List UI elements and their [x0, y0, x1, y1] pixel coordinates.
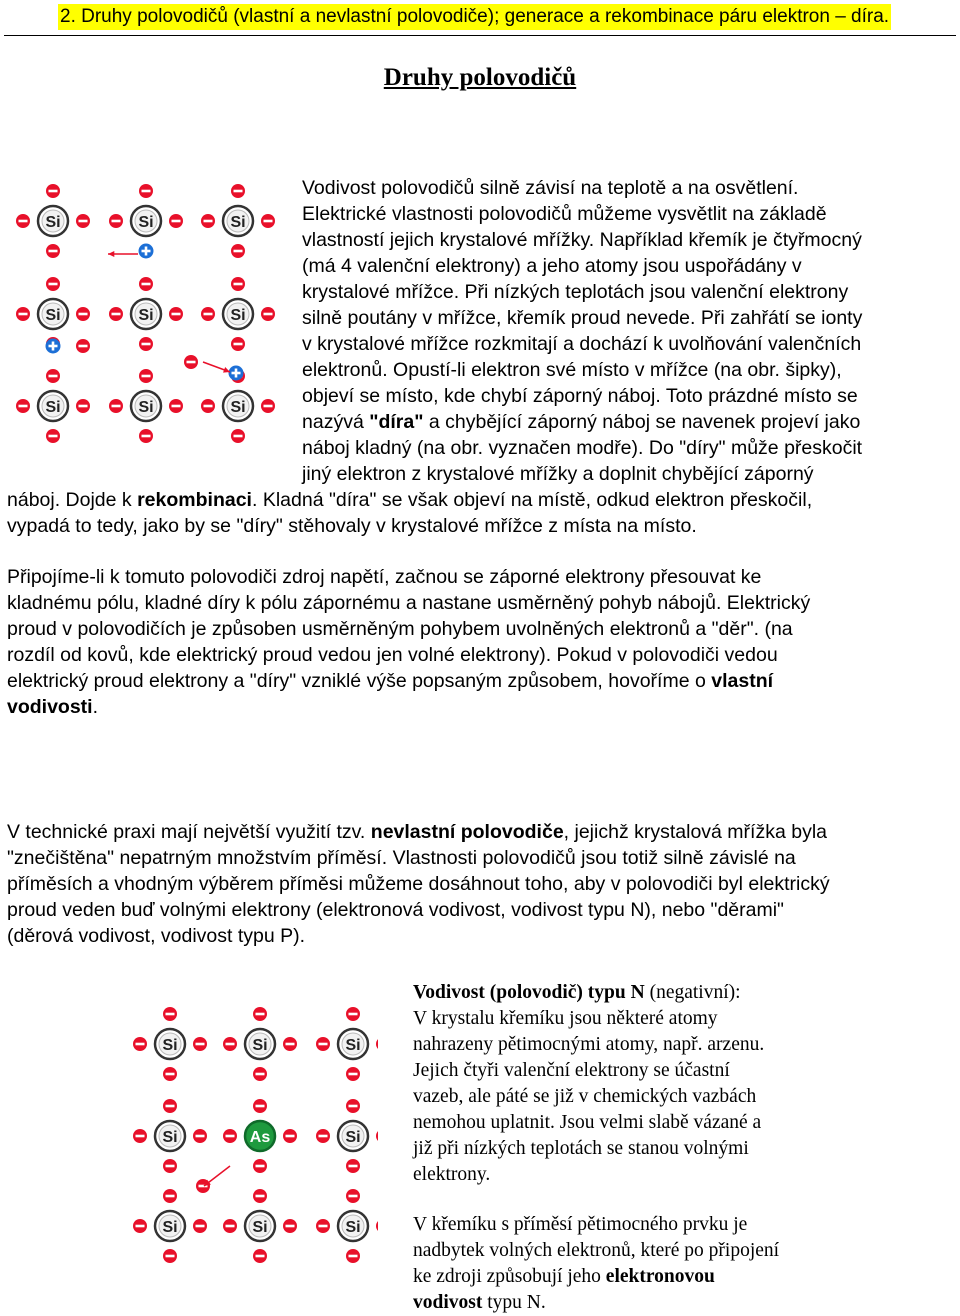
- electron-icon: [253, 1099, 267, 1113]
- electron-icon: [46, 184, 60, 198]
- silicon-atom: [245, 1211, 275, 1241]
- text-line: silně poutány v mřížce, křemík proud nevede. Při zahřátí se ionty: [302, 307, 863, 329]
- electron-icon: [193, 1037, 207, 1051]
- text-line: nadbytek volných elektronů, které po připojení: [413, 1240, 780, 1261]
- term-electron-conductivity: elektronovou: [605, 1266, 715, 1287]
- silicon-atom: [338, 1121, 368, 1151]
- text-line: (děrová vodivost, vodivost typu P).: [7, 925, 306, 947]
- text-line: Připojíme-li k tomuto polovodiči zdroj napětí, začnou se záporné elektrony přesouvat ke: [7, 566, 762, 588]
- silicon-atom: [223, 206, 253, 236]
- hole-icon: [139, 244, 154, 259]
- arsenic-atom: [245, 1121, 275, 1151]
- electron-icon: [76, 339, 90, 353]
- hole-icon: [229, 366, 244, 381]
- text-line: [413, 1264, 843, 1290]
- electron-icon: [253, 1159, 267, 1173]
- silicon-atom: [245, 1029, 275, 1059]
- electron-icon: [139, 277, 153, 291]
- electron-icon: [261, 307, 275, 321]
- lattice-atoms: [133, 1007, 378, 1263]
- electron-icon: [139, 429, 153, 443]
- electron-icon: [253, 1067, 267, 1081]
- svg-text:Si: Si: [162, 1129, 178, 1146]
- text-line: vlastností jejich krystalové mřížky. Například křemík je čtyřmocný: [302, 229, 862, 251]
- electron-icon: [316, 1219, 330, 1233]
- n-type-paragraph: [413, 980, 843, 1188]
- text-run: . Kladná "díra" se však objeví na místě, odkud elektron přeskočil,: [251, 489, 813, 511]
- conduction-paragraph: [7, 564, 957, 720]
- silicon-atom: [223, 299, 253, 329]
- silicon-atom: [38, 391, 68, 421]
- electron-icon: [109, 214, 123, 228]
- text-run: V technické praxi mají největší využití tzv.: [7, 821, 371, 843]
- svg-text:Si: Si: [230, 399, 246, 416]
- svg-text:Si: Si: [230, 307, 246, 324]
- svg-text:Si: Si: [252, 1037, 268, 1054]
- electron-icon: [223, 1129, 237, 1143]
- text-run: .: [92, 696, 99, 718]
- electron-icon: [169, 307, 183, 321]
- chapter-header: 2. Druhy polovodičů (vlastní a nevlastní polovodiče); generace a rekombinace páru elektron – díra.: [58, 4, 891, 30]
- electron-icon: [346, 1249, 360, 1263]
- text-line: [7, 668, 957, 694]
- svg-text:Si: Si: [345, 1219, 361, 1236]
- n-type-summary-paragraph: [413, 1212, 843, 1316]
- text-line: proud veden buď volnými elektrony (elektronová vodivost, vodivost typu N), nebo "děrami": [7, 899, 784, 921]
- silicon-atom: [155, 1211, 185, 1241]
- electron-icon: [46, 244, 60, 258]
- electron-icon: [231, 337, 245, 351]
- svg-text:Si: Si: [138, 399, 154, 416]
- silicon-atom: [38, 299, 68, 329]
- electron-icon: [163, 1007, 177, 1021]
- electron-icon: [231, 429, 245, 443]
- electron-icon: [201, 214, 215, 228]
- lattice-atoms: [16, 184, 275, 443]
- term-intrinsic: vlastní: [711, 670, 774, 692]
- term-conductivity: vodivost: [413, 1292, 483, 1313]
- text-run: elektrický proud elektrony a "díry" vzniklé výše popsaným způsobem, hovoříme o: [7, 670, 712, 692]
- text-line: (má 4 valenční elektrony) a jeho atomy jsou uspořádány v: [302, 255, 802, 277]
- electron-icon: [193, 1219, 207, 1233]
- text-line: [413, 1290, 843, 1316]
- electron-icon: [169, 214, 183, 228]
- svg-text:Si: Si: [45, 307, 61, 324]
- electron-icon: [201, 307, 215, 321]
- electron-icon: [76, 307, 90, 321]
- silicon-atom: [131, 299, 161, 329]
- text-run: ke zdroji způsobují jeho: [413, 1266, 606, 1287]
- electron-icon: [46, 277, 60, 291]
- electron-icon: [231, 277, 245, 291]
- electron-icon: [283, 1219, 297, 1233]
- page-title: Druhy polovodičů: [383, 64, 577, 91]
- electron-icon: [376, 1037, 378, 1051]
- svg-text:Si: Si: [162, 1219, 178, 1236]
- text-run: , jejichž krystalová mřížka byla: [563, 821, 827, 843]
- svg-text:As: As: [249, 1129, 271, 1146]
- text-line: kladnému pólu, kladné díry k pólu zápornému a nastane usměrněný pohyb nábojů. Elektrický: [7, 592, 811, 614]
- svg-text:Si: Si: [45, 214, 61, 231]
- electron-icon: [163, 1249, 177, 1263]
- electron-icon: [139, 337, 153, 351]
- silicon-atom: [155, 1029, 185, 1059]
- electron-icon: [346, 1159, 360, 1173]
- svg-text:Si: Si: [252, 1219, 268, 1236]
- intro-paragraph: [302, 175, 957, 487]
- electron-icon: [169, 399, 183, 413]
- text-line: příměsích a vhodným výběrem příměsi můžeme dosáhnout toho, aby v polovodiči byl elektrický: [7, 873, 830, 895]
- electron-icon: [376, 1129, 378, 1143]
- silicon-atom: [223, 391, 253, 421]
- text-line: nemohou uplatnit. Jsou velmi slabě vázané a: [413, 1112, 762, 1133]
- electron-icon: [346, 1067, 360, 1081]
- text-line: vypadá to tedy, jako by se "díry" stěhovaly v krystalové mřížce z místa na místo.: [7, 515, 697, 537]
- electron-icon: [346, 1007, 360, 1021]
- term-extrinsic: nevlastní polovodiče: [370, 821, 564, 843]
- text-line: V krystalu křemíku jsou některé atomy: [413, 1008, 718, 1029]
- electron-icon: [139, 369, 153, 383]
- arrow-icon: [204, 1166, 230, 1186]
- svg-text:Si: Si: [345, 1129, 361, 1146]
- electron-icon: [139, 184, 153, 198]
- text-line: náboj kladný (na obr. vyznačen modře). Do "díry" může přeskočit: [302, 437, 863, 459]
- text-line: [7, 487, 957, 513]
- svg-text:Si: Si: [138, 307, 154, 324]
- silicon-atom: [338, 1211, 368, 1241]
- electron-icon: [346, 1189, 360, 1203]
- text-line: nahrazeny pětimocnými atomy, např. arzenu.: [413, 1034, 765, 1055]
- silicon-atom: [131, 391, 161, 421]
- electron-icon: [231, 184, 245, 198]
- text-line: objeví se místo, kde chybí záporný náboj. Toto prázdné místo se: [302, 385, 858, 407]
- electron-icon: [376, 1219, 378, 1233]
- svg-text:Si: Si: [230, 214, 246, 231]
- header-divider: [4, 35, 956, 36]
- electron-icon: [283, 1129, 297, 1143]
- text-line: krystalové mřížce. Při nízkých teplotách jsou valenční elektrony: [302, 281, 849, 303]
- electron-icon: [193, 1129, 207, 1143]
- electron-icon: [46, 369, 60, 383]
- text-line: Vodivost polovodičů silně závisí na teplotě a na osvětlení.: [302, 177, 799, 199]
- text-run: typu N.: [482, 1292, 546, 1313]
- electron-icon: [109, 307, 123, 321]
- arrow-icon: [203, 362, 230, 373]
- silicon-lattice-figure: [8, 176, 292, 446]
- text-line: vazeb, ale páté se již v chemických vazbách: [413, 1086, 757, 1107]
- text-line: elektronů. Opustí-li elektron své místo v mřížce (na obr. šipky),: [302, 359, 842, 381]
- text-line: Jejich čtyři valenční elektrony se účastní: [413, 1060, 730, 1081]
- text-line: [413, 980, 843, 1006]
- text-run: nazývá: [302, 411, 370, 433]
- electron-icon: [163, 1067, 177, 1081]
- silicon-atom: [38, 206, 68, 236]
- electron-icon: [346, 1099, 360, 1113]
- intro-paragraph-continued: [7, 487, 957, 539]
- text-line: [7, 694, 957, 720]
- electron-icon: [283, 1037, 297, 1051]
- term-conductivity: vodivosti: [7, 696, 93, 718]
- electron-icon: [16, 214, 30, 228]
- text-run: a chybějící záporný náboj se navenek projeví jako: [423, 411, 861, 433]
- electron-icon: [16, 307, 30, 321]
- electron-icon: [16, 399, 30, 413]
- text-line: [302, 409, 957, 435]
- text-run: náboj. Dojde k: [7, 489, 138, 511]
- electron-icon: [253, 1007, 267, 1021]
- electron-icon: [163, 1159, 177, 1173]
- electron-icon: [133, 1037, 147, 1051]
- electron-icon: [163, 1099, 177, 1113]
- svg-text:Si: Si: [162, 1037, 178, 1054]
- svg-text:Si: Si: [138, 214, 154, 231]
- electron-icon: [253, 1249, 267, 1263]
- electron-icon: [231, 244, 245, 258]
- arrow-icon: [108, 251, 138, 257]
- text-line: v krystalové mřížce rozkmitají a dochází k uvolňování valenčních: [302, 333, 862, 355]
- term-hole: "díra": [369, 411, 424, 433]
- extrinsic-paragraph: [7, 819, 957, 949]
- electron-icon: [316, 1129, 330, 1143]
- svg-text:Si: Si: [345, 1037, 361, 1054]
- electron-icon: [46, 429, 60, 443]
- electron-icon: [109, 399, 123, 413]
- text-line: V křemíku s příměsí pětimocného prvku je: [413, 1214, 748, 1235]
- text-line: již při nízkých teplotách se stanou volnými: [413, 1138, 749, 1159]
- svg-text:Si: Si: [45, 399, 61, 416]
- n-type-lattice-figure: [128, 996, 378, 1272]
- text-line: [7, 819, 957, 845]
- term-recombination: rekombinaci: [137, 489, 252, 511]
- text-run: (negativní):: [644, 982, 741, 1003]
- text-line: elektrony.: [413, 1164, 491, 1185]
- electron-icon: [261, 399, 275, 413]
- silicon-atom: [155, 1121, 185, 1151]
- electron-icon: [223, 1219, 237, 1233]
- electron-icon: [223, 1037, 237, 1051]
- silicon-atom: [131, 206, 161, 236]
- text-line: jiný elektron z krystalové mřížky a doplnit chybějící záporný: [302, 463, 814, 485]
- electron-icon: [133, 1129, 147, 1143]
- text-line: "znečištěna" nepatrným množstvím příměsí. Vlastnosti polovodičů jsou totiž silně závislé na: [7, 847, 796, 869]
- electron-icon: [184, 355, 198, 369]
- text-line: proud v polovodičích je způsoben usměrněným pohybem uvolněných elektronů a "děr". (na: [7, 618, 793, 640]
- silicon-atom: [338, 1029, 368, 1059]
- electron-icon: [316, 1037, 330, 1051]
- text-line: Elektrické vlastnosti polovodičů můžeme vysvětlit na základě: [302, 203, 827, 225]
- electron-icon: [253, 1189, 267, 1203]
- electron-icon: [76, 399, 90, 413]
- electron-icon: [163, 1189, 177, 1203]
- electron-icon: [261, 214, 275, 228]
- text-line: rozdíl od kovů, kde elektrický proud vedou jen volné elektrony). Pokud v polovodiči vedou: [7, 644, 778, 666]
- electron-icon: [76, 214, 90, 228]
- electron-icon: [201, 399, 215, 413]
- hole-icon: [46, 339, 61, 354]
- electron-icon: [133, 1219, 147, 1233]
- n-type-heading: Vodivost (polovodič) typu N: [413, 982, 645, 1003]
